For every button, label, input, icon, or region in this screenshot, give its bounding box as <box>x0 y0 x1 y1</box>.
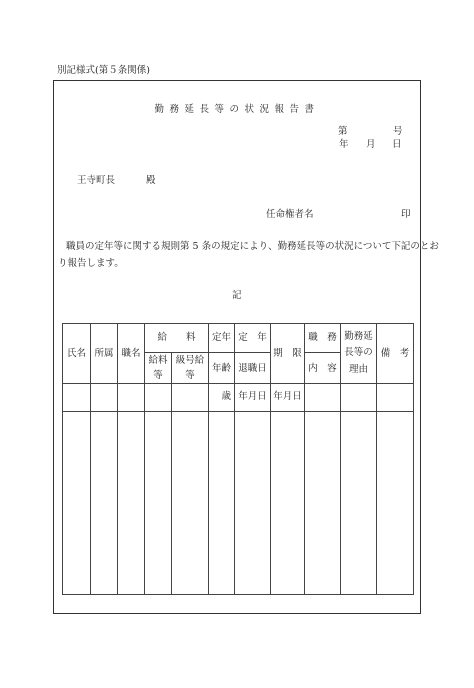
body-cell <box>235 412 271 595</box>
header-period: 期 限 <box>271 324 305 384</box>
cell-duty <box>305 384 341 412</box>
document-title: 勤務延長等の状況報告書 <box>154 104 320 115</box>
header-salary: 給 料 <box>145 324 209 353</box>
body-text-line1: 職員の定年等に関する規則第 5 条の規定により、勤務延長等の状況について下記のとお <box>66 241 439 252</box>
addressee-honorific: 殿 <box>146 175 156 186</box>
unit-retire-date: 年月日 <box>235 384 271 412</box>
cell-salary-level <box>172 384 209 412</box>
number-go: 号 <box>393 126 403 137</box>
cell-salary-grade <box>145 384 172 412</box>
header-duty-bottom: 内 容 <box>305 353 341 384</box>
header-reason <box>341 324 377 384</box>
header-duty-top: 職 務 <box>305 324 341 353</box>
body-cell <box>145 412 172 595</box>
header-retire-date-top: 定 年 <box>235 324 271 353</box>
date-month: 月 <box>366 139 376 150</box>
cell-name <box>63 384 91 412</box>
header-remarks: 備 考 <box>377 324 414 384</box>
header-salary-grade: 給料等 <box>145 353 172 384</box>
form-caption: 別記様式(第５条関係) <box>57 65 150 76</box>
cell-dept <box>91 384 118 412</box>
header-retire-age-bottom: 年齢 <box>209 353 235 384</box>
cell-reason <box>341 384 377 412</box>
header-retire-date-bottom: 退職日 <box>235 353 271 384</box>
body-cell <box>91 412 118 595</box>
unit-period: 年月日 <box>271 384 305 412</box>
unit-age: 歳 <box>209 384 235 412</box>
addressee-name: 王寺町長 <box>77 175 116 186</box>
body-cell <box>63 412 91 595</box>
header-retire-age-top: 定年 <box>209 324 235 353</box>
ki-label: 記 <box>232 290 242 301</box>
header-position: 職名 <box>118 324 145 384</box>
body-cell <box>209 412 235 595</box>
body-cell <box>341 412 377 595</box>
body-text-line2: り報告します。 <box>58 258 124 269</box>
body-cell <box>377 412 414 595</box>
report-table <box>62 323 414 595</box>
header-dept: 所属 <box>91 324 118 384</box>
body-cell <box>305 412 341 595</box>
body-cell <box>172 412 209 595</box>
header-reason-1: 勤務延 <box>344 330 373 342</box>
cell-remarks <box>377 384 414 412</box>
body-cell <box>118 412 145 595</box>
seal-mark: 印 <box>401 209 411 220</box>
header-name: 氏名 <box>63 324 91 384</box>
header-reason-3: 理由 <box>349 364 369 375</box>
cell-position <box>118 384 145 412</box>
body-cell <box>271 412 305 595</box>
date-year: 年 <box>339 139 349 150</box>
header-salary-level: 級号給等 <box>172 353 209 384</box>
date-day: 日 <box>392 139 402 150</box>
number-dai: 第 <box>338 126 348 137</box>
appointer-label: 任命権者名 <box>266 209 314 220</box>
header-reason-2: 長等の <box>344 347 373 359</box>
